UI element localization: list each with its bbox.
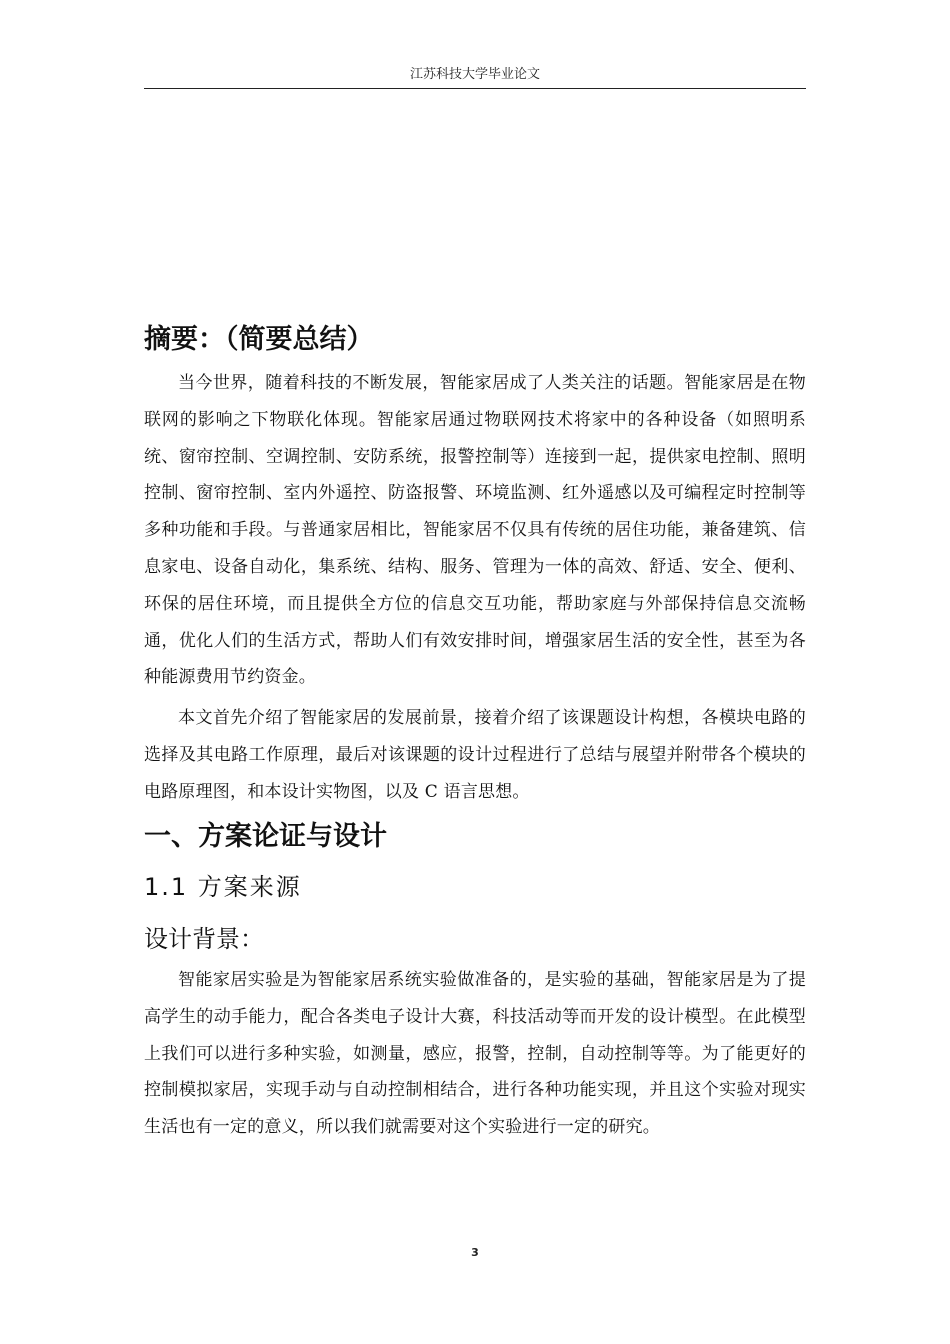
page-number: 3 — [471, 1246, 479, 1259]
page-header: 江苏科技大学毕业论文 — [144, 64, 806, 89]
subheading-background: 设计背景： — [144, 925, 264, 953]
abstract-paragraph-2: 本文首先介绍了智能家居的发展前景，接着介绍了该课题设计构想，各模块电路的选择及其电路工作原理，最后对该课题的设计过程进行了总结与展望并附带各个模块的电路原理图，和本设计实物图，以及 C 语言思想。 — [144, 708, 806, 802]
subsection-heading: 1.1 方案来源 — [144, 873, 302, 901]
abstract-paragraph-1: 当今世界，随着科技的不断发展，智能家居成了人类关注的话题。智能家居是在物联网的影响之下物联化体现。智能家居通过物联网技术将家中的各种设备（如照明系统、窗帘控制、空调控制、安防系统，报警控制等）连接到一起，提供家电控制、照明控制、窗帘控制、室内外遥控、防盗报警、环境监测、红外遥感以及可编程定时控制等多种功能和手段。与普通家居相比，智能家居不仅具有传统的居住功能，兼备建筑、信息家电、设备自动化，集系统、结构、服务、管理为一体的高效、舒适、安全、便利、环保的居住环境，而且提供全方位的信息交互功能，帮助家庭与外部保持信息交流畅通，优化人们的生活方式，帮助人们有效安排时间，增强家居生活的安全性，甚至为各种能源费用节约资金。 — [144, 373, 806, 688]
abstract-title: 摘要：（简要总结） — [144, 324, 374, 355]
section-heading: 一、方案论证与设计 — [144, 821, 387, 852]
background-paragraph: 智能家居实验是为智能家居系统实验做准备的，是实验的基础，智能家居是为了提高学生的动手能力，配合各类电子设计大赛，科技活动等而开发的设计模型。在此模型上我们可以进行多种实验，如测量，感应，报警，控制，自动控制等等。为了能更好的控制模拟家居，实现手动与自动控制相结合，进行各种功能实现，并且这个实验对现实生活也有一定的意义，所以我们就需要对这个实验进行一定的研究。 — [144, 970, 806, 1138]
